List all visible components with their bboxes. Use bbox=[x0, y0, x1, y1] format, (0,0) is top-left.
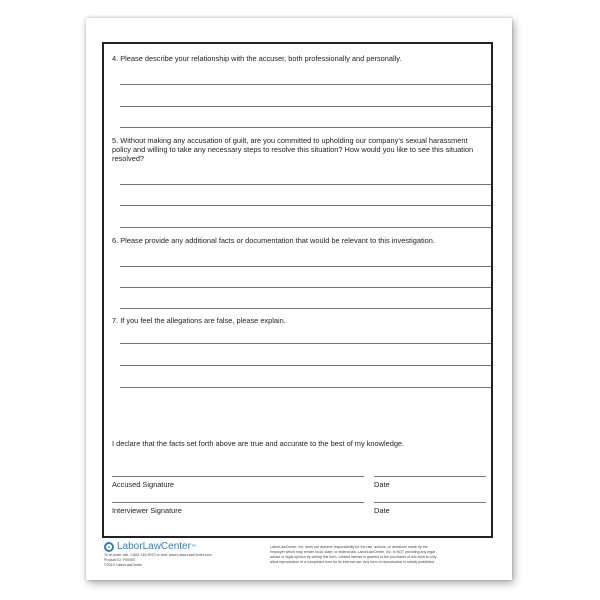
answer-line[interactable] bbox=[120, 365, 491, 366]
answer-line[interactable] bbox=[120, 127, 491, 128]
answer-line[interactable] bbox=[120, 106, 491, 107]
disclaimer-line: LaborLawCenter, Inc. does not assume responsibility for the use, actions, or decisions made by the bbox=[270, 545, 428, 549]
date-label: Date bbox=[374, 480, 390, 489]
reorder-contact: To re-order call, 1-800-745-9970 or visit: www.LaborLawCenter.com bbox=[104, 553, 212, 557]
answer-line[interactable] bbox=[120, 308, 491, 309]
form-page bbox=[86, 18, 512, 580]
disclaimer-line: employer which may render local, state, or federal law. LaborLawCenter, Inc. is NOT providing any legal bbox=[270, 550, 435, 554]
question-7: 7. If you feel the allegations are false, please explain. bbox=[112, 316, 286, 325]
company-logo bbox=[104, 541, 196, 552]
logo-text-light: LawCenter bbox=[142, 541, 191, 552]
question-5: 5. Without making any accusation of guilt, are you committed to upholding our company's sexual harassment policy and willing to take any necessary steps to resolve this situation? How would you like to see this situation resolved? bbox=[112, 136, 474, 163]
logo-icon bbox=[104, 542, 114, 552]
date-line[interactable] bbox=[374, 502, 486, 503]
accused-signature-line[interactable] bbox=[112, 476, 364, 477]
answer-line[interactable] bbox=[120, 84, 491, 85]
disclaimer-line: advice or legal opinion by selling this form. Limited license is granted to the purchaser of this form to only bbox=[270, 555, 437, 559]
answer-line[interactable] bbox=[120, 287, 491, 288]
trademark-symbol: ™ bbox=[190, 543, 196, 550]
question-4: 4. Please describe your relationship with the accuser, both professionally and personally. bbox=[112, 54, 402, 63]
answer-line[interactable] bbox=[120, 387, 491, 388]
logo-text-bold: Labor bbox=[117, 541, 143, 552]
product-id: Product ID: F00000 bbox=[104, 558, 136, 562]
answer-line[interactable] bbox=[120, 184, 491, 185]
copyright: ©2019 LaborLawCenter bbox=[104, 563, 143, 567]
interviewer-signature-line[interactable] bbox=[112, 502, 364, 503]
answer-line[interactable] bbox=[120, 266, 491, 267]
answer-line[interactable] bbox=[120, 227, 491, 228]
page-footer bbox=[102, 541, 496, 577]
interviewer-signature-label: Interviewer Signature bbox=[112, 506, 182, 515]
declaration-text: I declare that the facts set forth above are true and accurate to the best of my knowledge. bbox=[112, 439, 405, 448]
question-6: 6. Please provide any additional facts or documentation that would be relevant to this investigation. bbox=[112, 236, 435, 245]
date-line[interactable] bbox=[374, 476, 486, 477]
answer-line[interactable] bbox=[120, 205, 491, 206]
date-label: Date bbox=[374, 506, 390, 515]
form-frame bbox=[102, 42, 493, 538]
answer-line[interactable] bbox=[120, 343, 491, 344]
accused-signature-label: Accused Signature bbox=[112, 480, 175, 489]
disclaimer-line: allow reproduction of a completed form for its internal use. Any form of reproduction is strictly prohibited. bbox=[270, 560, 435, 564]
